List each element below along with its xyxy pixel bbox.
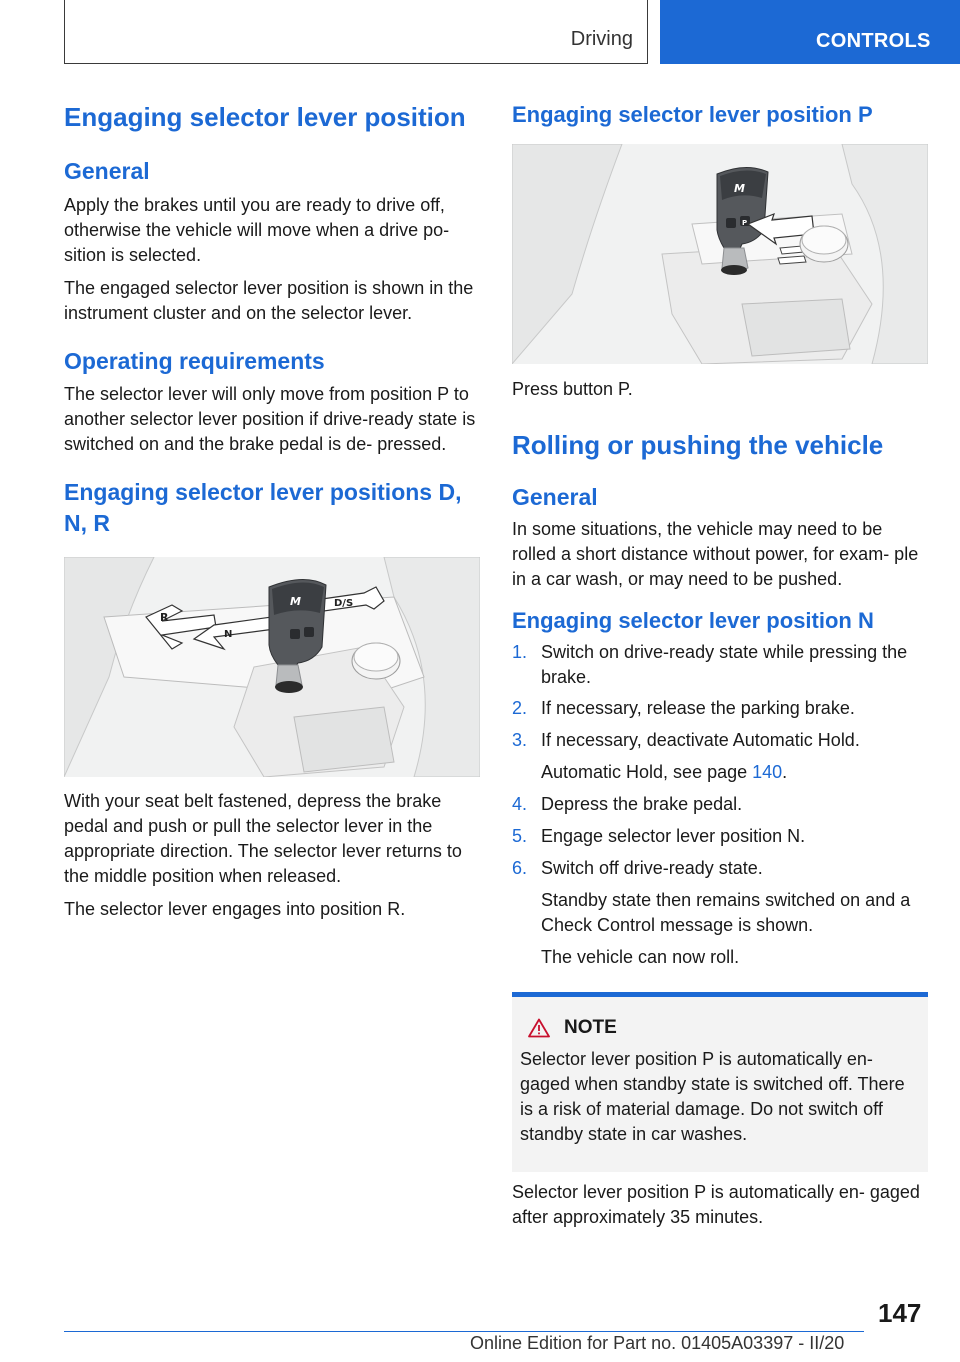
figure2-button-p: P bbox=[742, 219, 748, 227]
step-number: 3. bbox=[512, 730, 528, 750]
figure-selector-lever-dnr bbox=[64, 557, 480, 777]
general-paragraph-2: The engaged selector lever position is shown in the instrument cluster and on the selector lever. bbox=[64, 278, 474, 323]
operating-paragraph: The selector lever will only move from position P to another selector lever position if drive-ready state is switched on and the brake pedal is de‐ pressed. bbox=[64, 384, 476, 454]
notice-header bbox=[528, 1017, 918, 1039]
figure-label-r: R bbox=[160, 611, 169, 624]
step-text: Engage selector lever position N. bbox=[541, 826, 806, 846]
list-item bbox=[512, 728, 928, 753]
step-text: Switch off drive-ready state. bbox=[541, 858, 763, 878]
dnr-paragraph-2: The selector lever engages into position R. bbox=[64, 899, 406, 919]
step-text: If necessary, deactivate Automatic Hold. bbox=[541, 730, 860, 750]
step-text: If necessary, release the parking brake. bbox=[541, 698, 855, 718]
heading-positions-dnr: Engaging selector lever positions D, N, R bbox=[64, 479, 462, 536]
list-item bbox=[512, 640, 928, 690]
notice-text: Selector lever position P is automatically en‐ gaged when standby state is switched off. There is a risk of material damage. Do not switch off standby state in car washes. bbox=[520, 1049, 905, 1144]
footer-edition: Online Edition for Part no. 01405A03397 - II/20 bbox=[470, 1333, 845, 1353]
step-6-note-2: The vehicle can now roll. bbox=[541, 947, 740, 967]
dnr-paragraph-1: With your seat belt fastened, depress the brake pedal and push or pull the selector lever in the appropriate direction. The selector lever returns to the middle position when released. bbox=[64, 791, 462, 886]
step-number: 4. bbox=[512, 794, 528, 814]
final-paragraph: Selector lever position P is automatically en‐ gaged after approximately 35 minutes. bbox=[512, 1182, 920, 1227]
notice-title: NOTE bbox=[564, 1017, 617, 1038]
right-column bbox=[512, 100, 928, 1230]
figure-logo: M bbox=[290, 595, 301, 608]
header-chapter-tab bbox=[660, 0, 960, 64]
notice-box bbox=[512, 992, 928, 1172]
press-button-p-text: Press button P. bbox=[512, 379, 633, 399]
step-3-note-suffix: . bbox=[782, 762, 788, 782]
step-number: 2. bbox=[512, 698, 528, 718]
header-section: Driving bbox=[570, 28, 633, 50]
list-item bbox=[512, 792, 928, 817]
step-number: 5. bbox=[512, 826, 528, 846]
section-title-rolling: Rolling or pushing the vehicle bbox=[512, 430, 884, 460]
page-number: 147 bbox=[878, 1298, 922, 1328]
step-text: Depress the brake pedal. bbox=[541, 794, 743, 814]
selector-lever-illustration bbox=[64, 557, 480, 777]
steps-list bbox=[512, 640, 928, 970]
heading-rolling-general: General bbox=[512, 484, 598, 510]
heading-position-n: Engaging selector lever position N bbox=[512, 608, 874, 633]
left-column bbox=[64, 100, 480, 922]
step-number: 1. bbox=[512, 642, 528, 662]
page-link-140[interactable]: 140 bbox=[752, 762, 783, 782]
step-6-note-1: Standby state then remains switched on and a Check Control message is shown. bbox=[541, 890, 911, 935]
list-item bbox=[512, 824, 928, 849]
step-3-note bbox=[512, 760, 928, 785]
list-item bbox=[512, 856, 928, 881]
heading-general: General bbox=[64, 158, 150, 184]
header-frame bbox=[64, 0, 648, 64]
figure-label-n: N bbox=[224, 629, 233, 640]
section-title-engaging: Engaging selector lever position bbox=[64, 102, 466, 132]
rolling-general-paragraph: In some situations, the vehicle may need to be rolled a short distance without power, for exam‐ ple in a car wash, or may need to be pushed. bbox=[512, 519, 919, 589]
figure2-logo: M bbox=[734, 182, 745, 195]
general-paragraph-1: Apply the brakes until you are ready to drive off, otherwise the vehicle will move when a drive po‐ sition is selected. bbox=[64, 195, 450, 265]
step-text: Switch on drive-ready state while pressing the brake. bbox=[541, 642, 908, 687]
warning-triangle-icon bbox=[528, 1018, 550, 1038]
footer-divider bbox=[64, 1331, 864, 1332]
button-p-illustration bbox=[512, 144, 928, 364]
figure-label-ds: D/S bbox=[334, 598, 354, 609]
step-3-note-text: Automatic Hold, see page bbox=[541, 762, 753, 782]
step-number: 6. bbox=[512, 858, 528, 878]
heading-position-p: Engaging selector lever position P bbox=[512, 102, 873, 127]
header-chapter: CONTROLS bbox=[816, 30, 931, 52]
heading-operating-requirements: Operating requirements bbox=[64, 348, 325, 374]
list-item bbox=[512, 696, 928, 721]
figure-selector-lever-p bbox=[512, 144, 928, 364]
